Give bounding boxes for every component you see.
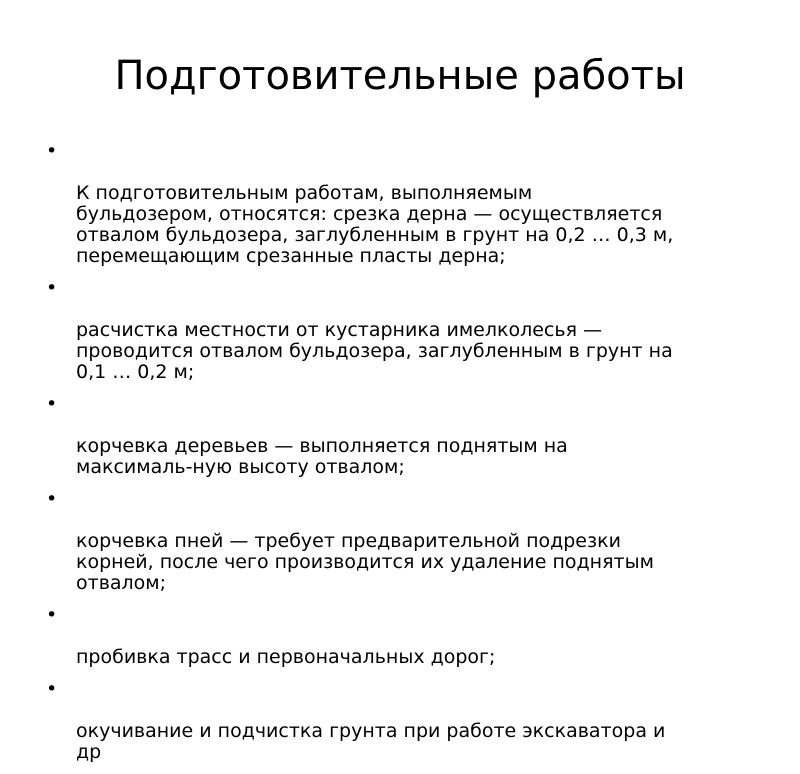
list-item-text: корчевка пней — требует предварительной подрезки корней, после чего производится их удаление поднятым отвалом; — [76, 530, 654, 594]
list-item — [46, 605, 766, 668]
bullet-list — [46, 141, 766, 774]
list-item-text: К подготовительным работам, выполняемым бульдозером, относятся: срезка дерна — осуществляется отвалом бульдозера, заглубленным в грунт на 0,2 … 0,3 м, перемещающим срезанные пласты дерна; — [76, 182, 674, 267]
bullet-icon: • — [46, 488, 58, 510]
list-item-text: окучивание и подчистка грунта при работе экскаватора и др — [76, 720, 666, 763]
list-item — [46, 679, 766, 763]
bullet-icon: • — [46, 277, 58, 299]
list-item — [46, 394, 766, 478]
bullet-icon: • — [46, 140, 58, 162]
list-item — [46, 141, 766, 267]
list-item-text: расчистка местности от кустарника имелколесья — проводится отвалом бульдозера, заглубленным в грунт на 0,1 … 0,2 м; — [76, 319, 673, 383]
bullet-icon: • — [46, 678, 58, 700]
list-item — [46, 278, 766, 383]
bullet-icon: • — [46, 393, 58, 415]
bullet-icon: • — [46, 604, 58, 626]
slide-title: Подготовительные работы — [114, 53, 686, 99]
list-item-text: корчевка деревьев — выполняется поднятым на максималь-ную высоту отвалом; — [76, 435, 568, 478]
list-item — [46, 489, 766, 594]
list-item-text: пробивка трасс и первоначальных дорог; — [76, 646, 496, 668]
